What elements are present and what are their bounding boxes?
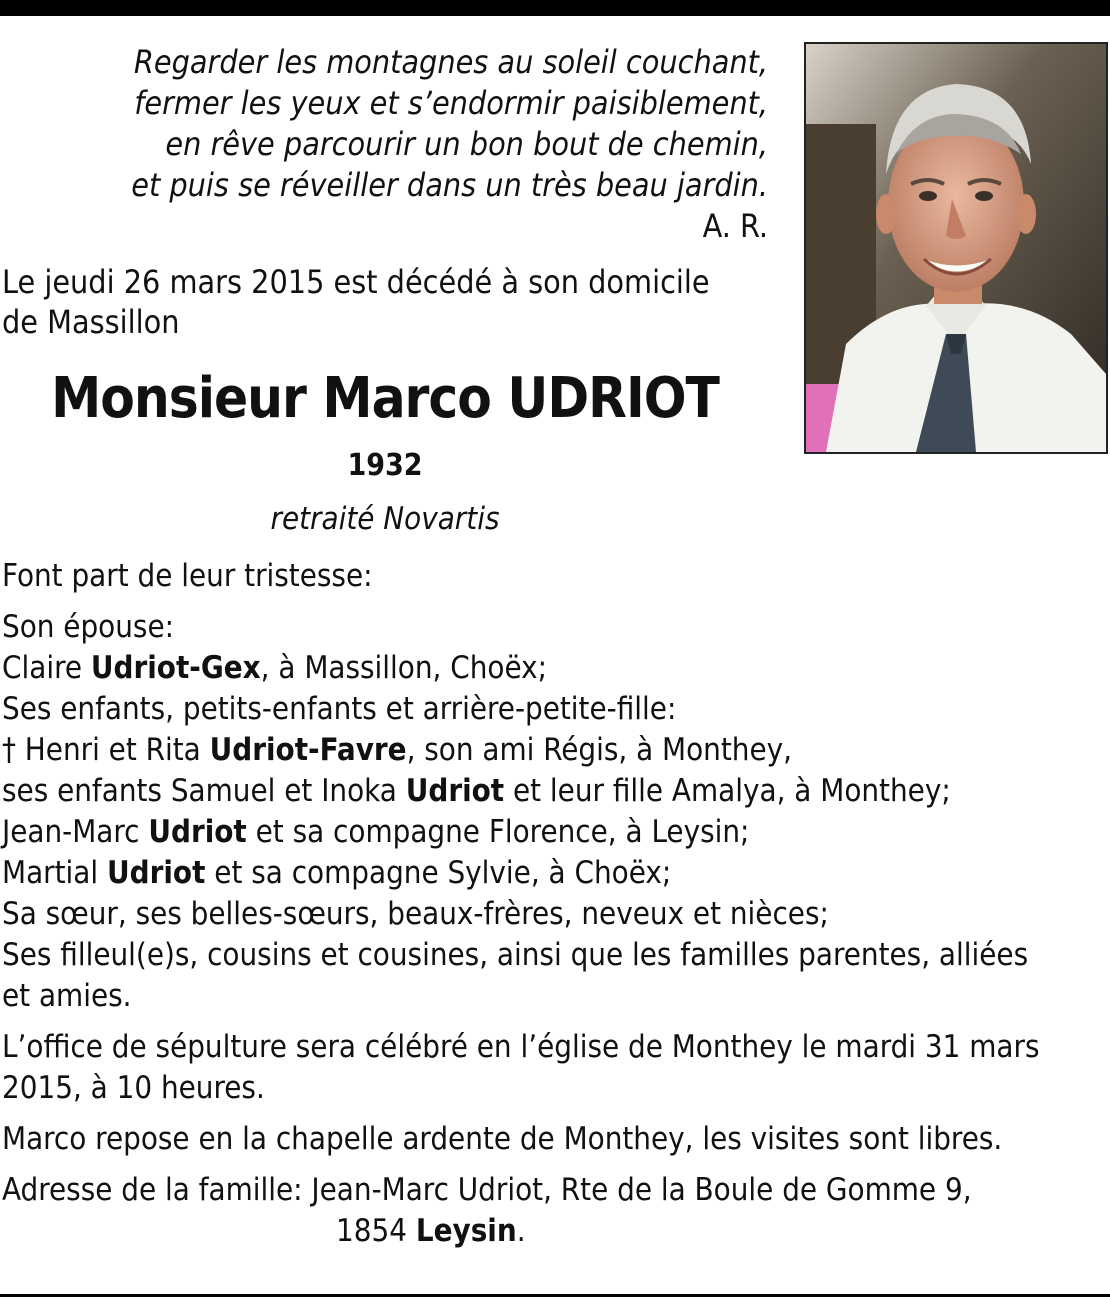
- intro-line: de Massillon: [2, 303, 180, 341]
- address-line: Adresse de la famille: Jean-Marc Udriot, Rte de la Boule de Gomme 9,: [2, 1172, 972, 1208]
- poem-line: Regarder les montagnes au soleil couchant,: [133, 43, 768, 81]
- poem-line: en rêve parcourir un bon bout de chemin,: [165, 125, 768, 163]
- town: Leysin: [415, 1213, 517, 1249]
- surname: Udriot-Gex: [90, 650, 261, 686]
- child-line-henri: [2, 730, 1110, 771]
- siblings-line: Sa sœur, ses belles-sœurs, beaux-frères, neveux et nièces;: [2, 896, 829, 932]
- spouse-line: [2, 648, 1110, 689]
- birth-year: 1932: [347, 448, 423, 483]
- family-address: [2, 1170, 1110, 1252]
- intro-line: Le jeudi 26 mars 2015 est décédé à son domicile: [2, 263, 710, 301]
- service-line: 2015, à 10 heures.: [2, 1070, 265, 1106]
- poem-line: fermer les yeux et s’endormir paisiblement,: [134, 84, 768, 122]
- postcode: 1854: [336, 1213, 416, 1249]
- detail: et leur fille Amalya, à Monthey;: [504, 773, 951, 809]
- poem-line: et puis se réveiller dans un très beau jardin.: [131, 166, 768, 204]
- deceased-name: Monsieur Marco UDRIOT: [51, 366, 719, 431]
- surname: Udriot-Favre: [209, 732, 407, 768]
- extended-family-line: Ses filleul(e)s, cousins et cousines, ainsi que les familles parentes, alliées: [2, 937, 1029, 973]
- bottom-rule: [0, 1294, 1110, 1297]
- address-town-line: [2, 1211, 1110, 1252]
- grandchildren-line: [2, 771, 1110, 812]
- detail: et sa compagne Florence, à Leysin;: [246, 814, 750, 850]
- surname: Udriot: [107, 855, 206, 891]
- visit-line: Marco repose en la chapelle ardente de Monthey, les visites sont libres.: [2, 1121, 1003, 1157]
- children-heading: Ses enfants, petits-enfants et arrière-petite-fille:: [2, 691, 677, 727]
- first-name: Claire: [2, 650, 91, 686]
- service-line: L’office de sépulture sera célébré en l’église de Monthey le mardi 31 mars: [2, 1029, 1040, 1065]
- occupation: retraité Novartis: [270, 501, 500, 537]
- extended-family-line: et amies.: [2, 978, 132, 1014]
- notice-body: [2, 556, 1110, 1252]
- spouse-heading: Son épouse:: [2, 609, 175, 645]
- portrait-illustration: [806, 44, 1106, 452]
- detail: , son ami Régis, à Monthey,: [406, 732, 792, 768]
- announcement: [2, 556, 1110, 597]
- announcement-text: Font part de leur tristesse:: [2, 558, 373, 594]
- surname: Udriot: [148, 814, 247, 850]
- service-info: [2, 1027, 1110, 1109]
- detail: et sa compagne Sylvie, à Choëx;: [205, 855, 672, 891]
- first-name: † Henri et Rita: [2, 732, 210, 768]
- visit-info: [2, 1119, 1110, 1160]
- child-line-martial: [2, 853, 1110, 894]
- detail: , à Massillon, Choëx;: [260, 650, 547, 686]
- address-end: .: [516, 1213, 526, 1249]
- poem-author: A. R.: [702, 207, 768, 245]
- first-name: ses enfants Samuel et Inoka: [2, 773, 406, 809]
- portrait-photo: [804, 42, 1108, 454]
- top-rule: [0, 0, 1110, 16]
- first-name: Martial: [2, 855, 107, 891]
- surname: Udriot: [405, 773, 505, 809]
- poem: [60, 42, 768, 247]
- child-line-jeanmarc: [2, 812, 1110, 853]
- family-list: [2, 607, 1110, 1017]
- first-name: Jean-Marc: [2, 814, 149, 850]
- death-notice-intro: [2, 262, 782, 342]
